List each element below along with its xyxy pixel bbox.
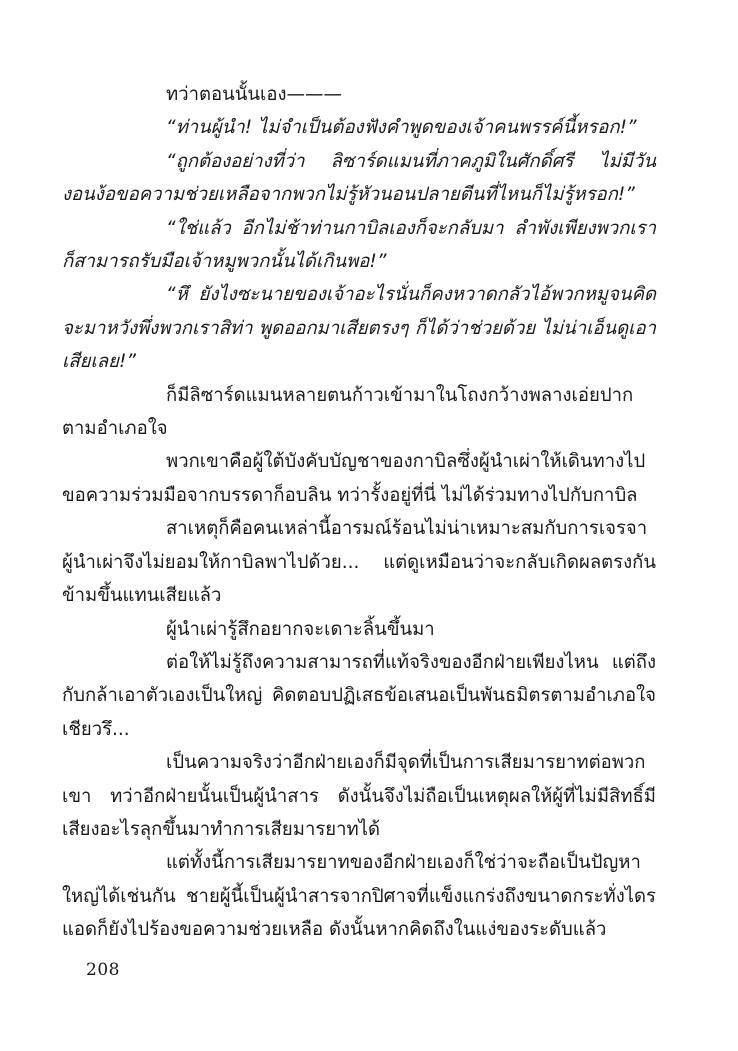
paragraph-dialogue: “ท่านผู้นำ! ไม่จำเป็นต้องฟังคำพูดของเจ้าคนพรรค์นี้หรอก!” — [166, 117, 637, 139]
paragraph-dialogue: “ใช่แล้ว อีกไม่ช้าท่านกาบิลเองก็จะกลับมา ลำพังเพียงพวกเราก็สามารถรับมือเจ้าหมูพวกนั้นได้เกินพอ!” — [62, 217, 656, 273]
paragraph: แต่ทั้งนี้การเสียมารยาทของอีกฝ่ายเองก็ใช่ว่าจะถือเป็นปัญหาใหญ่ได้เช่นกัน ชายผู้นี้เป็นผู้นำสารจากปิศาจที่แข็งแกร่งถึงขนาดกระทั่งไดรแอดก็ยังไปร้องขอความช่วยเหลือ ดังนั้นหากคิดถึงในแง่ของระดับแล้ว — [62, 852, 656, 941]
body-text — [62, 78, 656, 947]
paragraph-dialogue: “ถูกต้องอย่างที่ว่า ลิซาร์ดแมนที่ภาคภูมิในศักดิ์ศรี ไม่มีวันงอนง้อขอความช่วยเหลือจากพวกไม่รู้หัวนอนปลายตีนที่ไหนก็ไม่รู้หรอก!” — [62, 150, 656, 206]
paragraph: สาเหตุก็คือคนเหล่านี้อารมณ์ร้อนไม่น่าเหมาะสมกับการเจรจา ผู้นำเผ่าจึงไม่ยอมให้กาบิลพาไปด้วย... แต่ดูเหมือนว่าจะกลับเกิดผลตรงกันข้ามขึ้นแทนเสียแล้ว — [62, 518, 656, 607]
paragraph: ต่อให้ไม่รู้ถึงความสามารถที่แท้จริงของอีกฝ่ายเพียงไหน แต่ถึงกับกล้าเอาตัวเองเป็นใหญ่ คิดตอบปฏิเสธข้อเสนอเป็นพันธมิตรตามอำเภอใจเชียวรึ... — [62, 651, 656, 740]
page-number: 208 — [86, 960, 120, 980]
paragraph-dialogue: “หึ ยังไงซะนายของเจ้าอะไรนั่นก็คงหวาดกลัวไอ้พวกหมูจนคิดจะมาหวังพึ่งพวกเราสิท่า พูดออกมาเสียตรงๆ ก็ได้ว่าช่วยด้วย ไม่น่าเอ็นดูเอาเสียเลย!” — [62, 284, 656, 373]
paragraph: ผู้นำเผ่ารู้สึกอยากจะเดาะลิ้นขึ้นมา — [166, 618, 435, 640]
paragraph: พวกเขาคือผู้ใต้บังคับบัญชาของกาบิลซึ่งผู้นำเผ่าให้เดินทางไปขอความร่วมมือจากบรรดาก็อบลิน ทว่ารั้งอยู่ที่นี่ ไม่ได้ร่วมทางไปกับกาบิล — [62, 451, 646, 506]
paragraph: ก็มีลิซาร์ดแมนหลายตนก้าวเข้ามาในโถงกว้างพลางเอ่ยปากตามอำเภอใจ — [62, 384, 634, 440]
paragraph: ทว่าตอนนั้นเอง——— — [166, 84, 343, 105]
paragraph: เป็นความจริงว่าอีกฝ่ายเองก็มีจุดที่เป็นการเสียมารยาทต่อพวกเขา ทว่าอีกฝ่ายนั้นเป็นผู้นำสาร ดังนั้นจึงไม่ถือเป็นเหตุผลให้ผู้ที่ไม่มีสิทธิ์มีเสียงอะไรลุกขึ้นมาทำการเสียมารยาทได้ — [62, 752, 656, 840]
